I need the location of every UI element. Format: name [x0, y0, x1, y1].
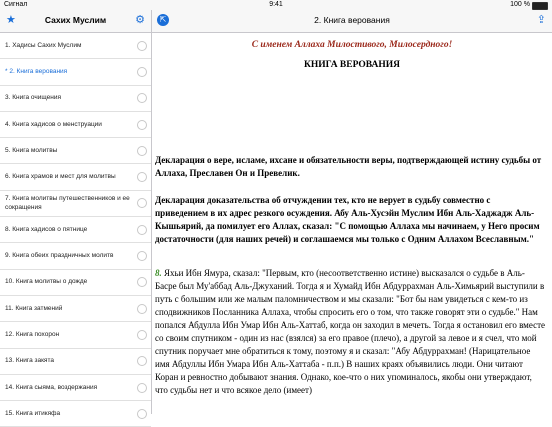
status-bar: [0, 0, 552, 10]
bismillah-heading: С именем Аллаха Милостивого, Милосердного!: [251, 40, 453, 50]
main-pane: [152, 10, 552, 414]
page-title: 2. Книга верования: [314, 15, 390, 25]
circle-icon[interactable]: [137, 67, 147, 77]
circle-icon[interactable]: [137, 251, 147, 261]
sidebar-header: [0, 10, 151, 33]
list-item[interactable]: [0, 243, 151, 269]
share-icon[interactable]: ⇪: [536, 14, 546, 26]
list-item-label: 6. Книга храмов и мест для молитвы: [5, 173, 116, 181]
list-item-label: * 2. Книга верования: [5, 67, 68, 75]
list-item[interactable]: [0, 112, 151, 138]
list-item-label: 14. Книга сыяма, воздержания: [5, 383, 98, 391]
list-item-label: 9. Книга обеих праздничных молитв: [5, 251, 114, 259]
reading-content[interactable]: [152, 33, 552, 414]
hadith-number: 8.: [155, 268, 162, 278]
circle-icon[interactable]: [137, 277, 147, 287]
list-item-label: 1. Хадисы Сахих Муслим: [5, 41, 82, 49]
list-item[interactable]: [0, 86, 151, 112]
expand-icon[interactable]: ⇱: [157, 14, 169, 26]
list-item[interactable]: [0, 164, 151, 190]
book-title: КНИГА ВЕРОВАНИЯ: [304, 60, 400, 70]
circle-icon[interactable]: [137, 383, 147, 393]
circle-icon[interactable]: [137, 120, 147, 130]
list-item-label: 15. Книга итикяфа: [5, 409, 61, 417]
list-item-label: 8. Книга хадисов о пятнице: [5, 225, 88, 233]
circle-icon[interactable]: [137, 225, 147, 235]
list-item-label: 12. Книга похорон: [5, 330, 60, 338]
clock: 9:41: [269, 1, 283, 8]
battery-percent: 100 %: [510, 1, 530, 8]
sidebar-title: Сахих Муслим: [44, 15, 107, 25]
declaration-paragraph: Декларация доказательства об отчуждении тех, кто не верует в судьбу совместно с приведением в их адрес резкого осуждения. Абу Аль-Хусэйн Муслим Ибн Аль-Хаджадж Аль-Кышьярий, да помилует его Аллах, сказал: "С помощью Аллаха мы начинаем, у Него просим достаточности (для наших речей) и соглашаемся мы только с Одним Аллахом Всеславным.": [155, 195, 540, 244]
list-item-label: 11. Книга затмений: [5, 304, 63, 312]
circle-icon[interactable]: [137, 304, 147, 314]
list-item[interactable]: [0, 322, 151, 348]
list-item-label: 10. Книга молитвы о дожде: [5, 278, 88, 286]
list-item[interactable]: [0, 191, 151, 217]
list-item[interactable]: [0, 270, 151, 296]
list-item[interactable]: [0, 349, 151, 375]
battery-icon: [532, 2, 548, 10]
chapter-list: [0, 33, 151, 427]
list-item-label: 5. Книга молитвы: [5, 146, 58, 154]
list-item[interactable]: [0, 138, 151, 164]
main-header: [152, 10, 552, 33]
list-item-label: 7. Книга молитвы путешественников и ее сокращения: [5, 195, 130, 211]
list-item[interactable]: [0, 401, 151, 427]
list-item[interactable]: [0, 33, 151, 59]
circle-icon[interactable]: [137, 93, 147, 103]
list-item[interactable]: [0, 296, 151, 322]
list-item-label: 13. Книга закята: [5, 357, 54, 365]
carrier-label: Сигнал: [4, 1, 28, 8]
gear-icon[interactable]: ⚙: [135, 14, 145, 26]
circle-icon[interactable]: [137, 172, 147, 182]
star-icon[interactable]: ★: [6, 14, 16, 26]
circle-icon[interactable]: [137, 146, 147, 156]
circle-icon[interactable]: [137, 41, 147, 51]
sidebar: [0, 10, 152, 417]
circle-icon[interactable]: [137, 330, 147, 340]
list-item[interactable]: [0, 217, 151, 243]
circle-icon[interactable]: [137, 198, 147, 208]
list-item[interactable]: [0, 59, 151, 85]
intro-paragraph: Декларация о вере, исламе, ихсане и обязательности веры, подтверждающей истину судьбы от Аллаха, Преславен Он и Превелик.: [155, 155, 542, 178]
list-item[interactable]: [0, 375, 151, 401]
circle-icon[interactable]: [137, 356, 147, 366]
hadith-paragraph: [155, 267, 545, 397]
list-item-label: 4. Книга хадисов о менструации: [5, 120, 102, 128]
list-item-label: 3. Книга очищения: [5, 94, 62, 102]
hadith-text: Яхьи Ибн Ямура, сказал: "Первым, кто (несоответственно истине) высказался о судьбе в Аль-Басре был Му'аббад Аль-Джуханий. Тогда я и Хумайд Ибн Абдуррахман Аль-Химьярий выступили в путь с большим или же малым паломничеством и мы сказали: "Бот бы нам увидеться с кем-то из сподвижников Посланника Аллаха, чтобы спросить его о том, что также говорят эти о судьбе." Нам попался Абдулла Ибн Умар Ибн Аль-Хаттаб, когда он заходил в мечеть. Тогда я остановил его вместе со своим спутником - один из нас (взялся) за его правое (плечо), а другой за левое и я счел, что мой спутник поручает мне обратиться к тому, поэтому я и сказал: "Абу Абдуррахман! (Нарицательное имя Абдуллы Ибн Умара Ибн Аль-Хаттаба - п.п.) В наших краях объявились люди. Они читают Коран и ревностно добывают знания. Однако, кое-что о них упоминалось, якобы они утверждают, что судьбы нет и что всякое дело (имеет): [155, 268, 546, 395]
